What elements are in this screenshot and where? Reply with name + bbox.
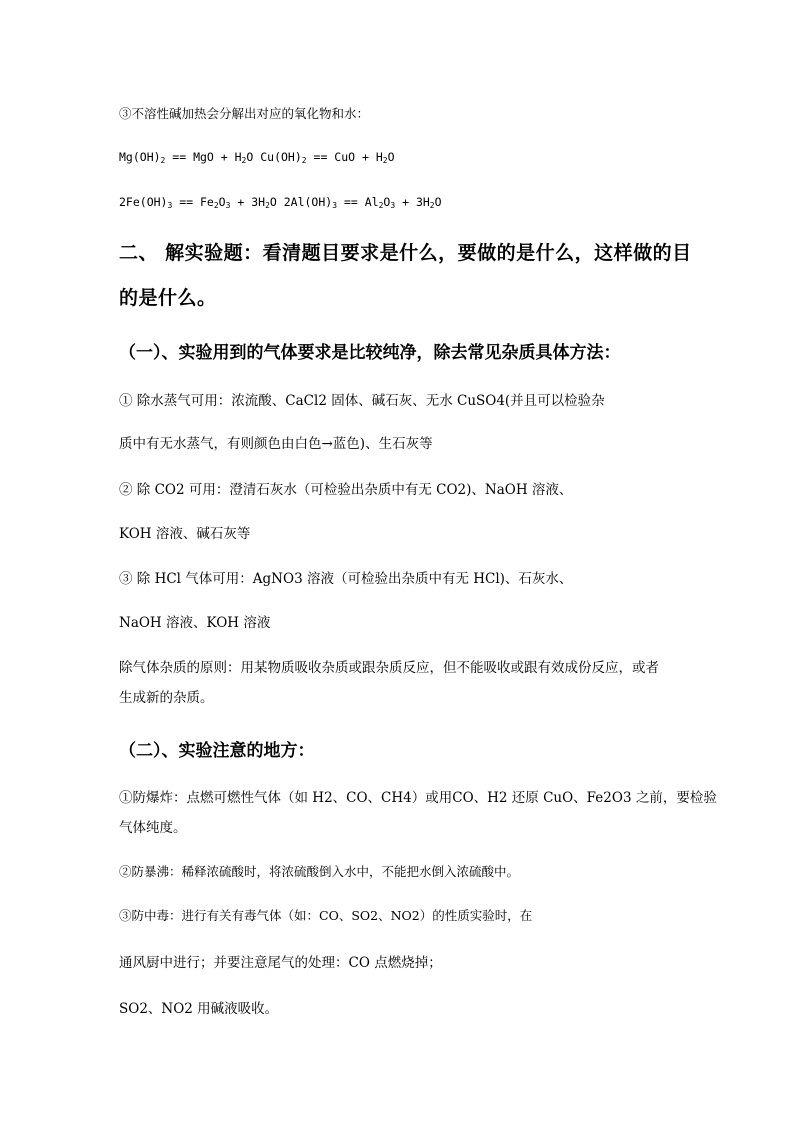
subscript: 3 — [225, 201, 231, 210]
equation-text: == Fe — [172, 195, 214, 209]
equation-text: 2Fe(OH) — [119, 195, 168, 209]
subscript: 3 — [167, 201, 173, 210]
equation-text: Mg(OH) — [119, 150, 161, 164]
equation-line — [119, 150, 395, 165]
paragraph-line: 除气体杂质的原则：用某物质吸收杂质或跟杂质反应，但不能吸收或跟有效成份反应，或者 — [119, 660, 659, 676]
paragraph-line: 通风厨中进行；并要注意尾气的处理：CO 点燃烧掉； — [119, 955, 442, 971]
equation-text: + 3H — [230, 195, 266, 209]
section-heading-continued: 的是什么。 — [119, 287, 217, 309]
paragraph-line: ① 除水蒸气可用：浓流酸、CaCl2 固体、碱石灰、无水 CuSO4(并且可以检验杂 — [119, 393, 605, 409]
subscript: 3 — [390, 201, 396, 210]
paragraph-line: 生成新的杂质。 — [119, 690, 214, 706]
equation-text: + 3H — [395, 195, 430, 209]
paragraph-line: ①防爆炸：点燃可燃性气体（如 H2、CO、CH4）或用CO、H2 还原 CuO、Fe2O3 之前，要检验 — [119, 790, 717, 806]
paragraph-line: KOH 溶液、碱石灰等 — [119, 526, 251, 542]
subscript: 2 — [378, 201, 384, 210]
text-line: ③不溶性碱加热会分解出对应的氧化物和水： — [119, 106, 370, 121]
equation-text: == Al — [337, 195, 379, 209]
equation-text: == MgO + H — [165, 150, 242, 164]
subscript: 2 — [382, 156, 388, 165]
equation-text: O — [383, 195, 391, 209]
subscript: 2 — [213, 201, 219, 210]
paragraph-line: NaOH 溶液、KOH 溶液 — [119, 615, 271, 631]
paragraph-line: ② 除 CO2 可用：澄清石灰水（可检验出杂质中有无 CO2)、NaOH 溶液、 — [119, 482, 573, 498]
equation-text: O — [218, 195, 226, 209]
subsection-heading: （一）、实验用到的气体要求是比较纯净，除去常见杂质具体方法： — [119, 343, 621, 363]
subsection-heading: （二）、实验注意的地方： — [119, 741, 315, 761]
subscript: 3 — [332, 201, 338, 210]
paragraph-line: 气体纯度。 — [119, 820, 187, 836]
subscript: 2 — [429, 201, 435, 210]
paragraph-line: ③防中毒：进行有关有毒气体（如：CO、SO2、NO2）的性质实验时，在 — [119, 908, 533, 923]
equation-text: O — [434, 195, 442, 209]
subscript: 2 — [241, 156, 247, 165]
paragraph-line: 质中有无水蒸气，有则颜色由白色→蓝色)、生石灰等 — [119, 436, 433, 452]
equation-text: O — [387, 150, 395, 164]
equation-text: O Cu(OH) — [246, 150, 302, 164]
subscript: 2 — [265, 201, 270, 210]
subscript: 2 — [301, 156, 307, 165]
subscript: 2 — [160, 156, 166, 165]
equation-text: O 2Al(OH) — [269, 195, 333, 209]
equation-line — [119, 195, 442, 210]
paragraph-line: ②防暴沸：稀释浓硫酸时，将浓硫酸倒入水中，不能把水倒入浓硫酸中。 — [119, 864, 520, 879]
paragraph-line: ③ 除 HCl 气体可用：AgNO3 溶液（可检验出杂质中有无 HCl)、石灰水、 — [119, 571, 573, 587]
paragraph-line: SO2、NO2 用碱液吸收。 — [119, 1001, 279, 1017]
equation-text: == CuO + H — [306, 150, 383, 164]
section-heading: 二、 解实验题：看清题目要求是什么，要做的是什么，这样做的目 — [119, 242, 692, 264]
